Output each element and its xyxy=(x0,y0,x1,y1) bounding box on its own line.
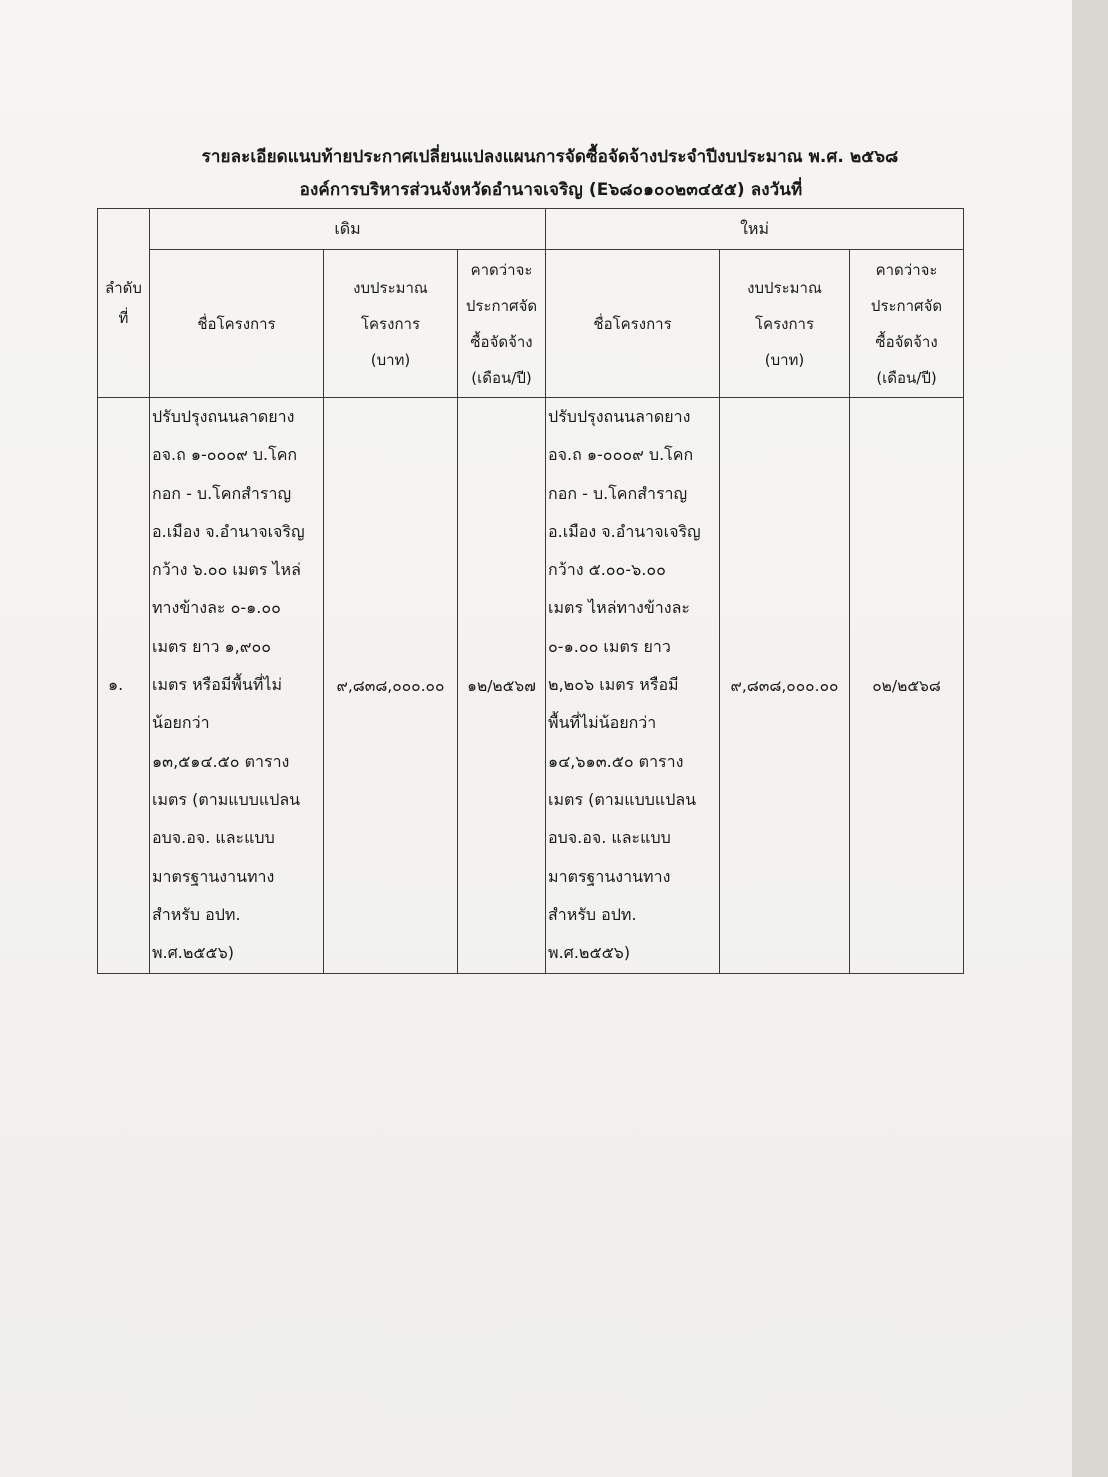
header-new-project-name: ชื่อโครงการ xyxy=(546,250,720,398)
header-index-line-1: ลำดับ xyxy=(105,279,142,297)
new-expected-date: ๐๒/๒๕๖๘ xyxy=(850,398,964,974)
header-old-expected-line: ประกาศจัด xyxy=(465,296,538,315)
header-old-expected-line: คาดว่าจะ xyxy=(470,260,533,279)
header-index xyxy=(98,209,150,398)
old-project-line: เมตร หรือมีพื้นที่ไม่ xyxy=(152,675,283,695)
old-project-line: ทางข้างละ ๐-๑.๐๐ xyxy=(152,598,281,618)
header-new-budget-line: โครงการ xyxy=(755,314,815,333)
old-project-line: เมตร ยาว ๑,๙๐๐ xyxy=(152,636,272,656)
document-title: รายละเอียดแนบท้ายประกาศเปลี่ยนแปลงแผนการจัดซื้อจัดจ้างประจำปีงบประมาณ พ.ศ. ๒๕๖๘ xyxy=(201,147,899,167)
header-group-new: ใหม่ xyxy=(546,209,964,250)
table-row xyxy=(98,398,964,974)
old-project-line: ๑๓,๕๑๔.๕๐ ตาราง xyxy=(152,751,290,771)
new-project-line: อบจ.อจ. และแบบ xyxy=(548,828,671,848)
header-new-expected-line: ประกาศจัด xyxy=(870,296,943,315)
new-project-line: สำหรับ อปท. xyxy=(548,904,637,924)
header-old-project-name: ชื่อโครงการ xyxy=(150,250,324,398)
new-project-line: ๑๔,๖๑๓.๕๐ ตาราง xyxy=(548,751,684,771)
header-new-budget-line: (บาท) xyxy=(764,350,805,369)
new-project-line: เมตร ไหล่ทางข้างละ xyxy=(548,598,690,618)
header-old-expected xyxy=(458,250,546,398)
row-index: ๑. xyxy=(98,398,150,974)
old-project-line: อจ.ถ ๑-๐๐๐๙ บ.โคก xyxy=(152,445,298,465)
header-old-expected-line: ซื้อจัดจ้าง xyxy=(470,332,533,351)
new-project-line: กอก - บ.โคกสำราญ xyxy=(548,483,688,503)
old-project-line: ปรับปรุงถนนลาดยาง xyxy=(152,407,295,426)
header-new-expected-line: (เดือน/ปี) xyxy=(876,368,937,387)
header-old-expected-line: (เดือน/ปี) xyxy=(471,368,532,387)
header-new-expected xyxy=(850,250,964,398)
old-project-line: พ.ศ.๒๕๕๖) xyxy=(152,943,235,963)
new-project-line: อ.เมือง จ.อำนาจเจริญ xyxy=(548,521,701,541)
header-old-budget-line: (บาท) xyxy=(370,350,411,369)
header-group-old: เดิม xyxy=(150,209,546,250)
new-project-line: ๒,๒๐๖ เมตร หรือมี xyxy=(548,675,679,695)
procurement-plan-table xyxy=(97,208,964,974)
new-project-line: อจ.ถ ๑-๐๐๐๙ บ.โคก xyxy=(548,445,694,465)
header-new-budget xyxy=(720,250,850,398)
old-project-line: สำหรับ อปท. xyxy=(152,904,241,924)
new-project-line: กว้าง ๕.๐๐-๖.๐๐ xyxy=(548,560,666,580)
new-project-line: พ.ศ.๒๕๕๖) xyxy=(548,943,631,963)
header-old-budget-line: โครงการ xyxy=(360,314,421,333)
new-project-line: ๐-๑.๐๐ เมตร ยาว xyxy=(548,636,671,656)
header-old-budget xyxy=(324,250,458,398)
new-project-line: พื้นที่ไม่น้อยกว่า xyxy=(548,713,657,733)
new-project-line: เมตร (ตามแบบแปลน xyxy=(548,789,697,809)
header-index-line-2: ที่ xyxy=(118,309,129,327)
old-project-line: น้อยกว่า xyxy=(152,713,210,733)
old-expected-date: ๑๒/๒๕๖๗ xyxy=(458,398,546,974)
old-project-name xyxy=(150,398,324,974)
background-edge xyxy=(1072,0,1108,1477)
old-project-line: มาตรฐานงานทาง xyxy=(152,866,275,886)
header-old-budget-line: งบประมาณ xyxy=(353,278,428,297)
document-subtitle: องค์การบริหารส่วนจังหวัดอำนาจเจริญ (E๖๘๐๑๐๐๒๓๔๕๕) ลงวันที่ xyxy=(299,180,803,200)
new-project-line: มาตรฐานงานทาง xyxy=(548,866,671,886)
header-new-budget-line: งบประมาณ xyxy=(747,278,822,297)
old-project-line: อ.เมือง จ.อำนาจเจริญ xyxy=(152,521,305,541)
old-budget: ๙,๘๓๘,๐๐๐.๐๐ xyxy=(324,398,458,974)
old-project-line: กอก - บ.โคกสำราญ xyxy=(152,483,292,503)
new-budget: ๙,๘๓๘,๐๐๐.๐๐ xyxy=(720,398,850,974)
old-project-line: กว้าง ๖.๐๐ เมตร ไหล่ xyxy=(152,560,301,580)
new-project-name xyxy=(546,398,720,974)
header-new-expected-line: คาดว่าจะ xyxy=(875,260,938,279)
new-project-line: ปรับปรุงถนนลาดยาง xyxy=(548,407,691,426)
old-project-line: เมตร (ตามแบบแปลน xyxy=(152,789,301,809)
old-project-line: อบจ.อจ. และแบบ xyxy=(152,828,275,848)
header-new-expected-line: ซื้อจัดจ้าง xyxy=(875,332,938,351)
